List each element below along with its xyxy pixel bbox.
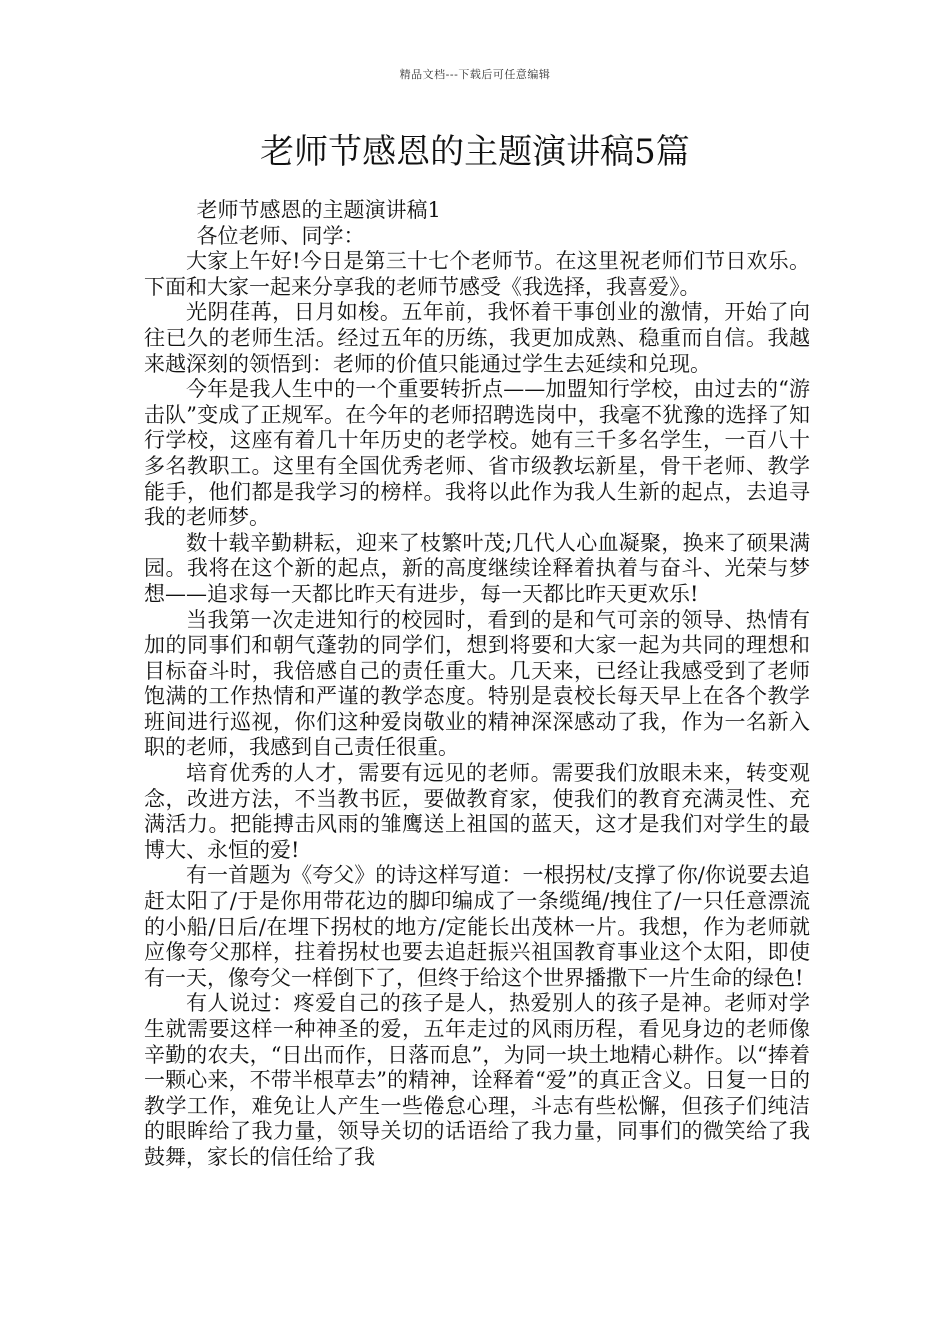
paragraph: 数十载辛勤耕耘，迎来了枝繁叶茂;几代人心血凝聚，换来了硕果满园。我将在这个新的起点，新的高度继续诠释着执着与奋斗、光荣与梦想——追求每一天都比昨天有进步，每一天都比昨天更欢乐! — [144, 530, 810, 606]
paragraph: 今年是我人生中的一个重要转折点——加盟知行学校，由过去的“游击队”变成了正规军。在今年的老师招聘选岗中，我毫不犹豫的选择了知行学校，这座有着几十年历史的老学校。她有三千多名学生，一百八十多名教职工。这里有全国优秀老师、省市级教坛新星，骨干老师、教学能手，他们都是我学习的榜样。我将以此作为我人生新的起点，去追寻我的老师梦。 — [144, 377, 810, 530]
paragraph: 有人说过：疼爱自己的孩子是人，热爱别人的孩子是神。老师对学生就需要这样一种神圣的爱，五年走过的风雨历程，看见身边的老师像辛勤的农夫，“日出而作，日落而息”，为同一块土地精心耕作。以“捧着一颗心来，不带半根草去”的精神，诠释着“爱”的真正含义。日复一日的教学工作，难免让人产生一些倦怠心理，斗志有些松懈，但孩子们纯洁的眼眸给了我力量，领导关切的话语给了我力量，同事们的微笑给了我鼓舞，家长的信任给了我 — [144, 991, 810, 1169]
section-subtitle: 老师节感恩的主题演讲稿1 — [196, 198, 441, 222]
header-note: 精品文档---下载后可任意编辑 — [399, 68, 551, 81]
paragraph: 当我第一次走进知行的校园时，看到的是和气可亲的领导、热情有加的同事们和朝气蓬勃的同学们，想到将要和大家一起为共同的理想和目标奋斗时，我倍感自己的责任重大。几天来，已经让我感受到了老师饱满的工作热情和严谨的教学态度。特别是袁校长每天早上在各个教学班间进行巡视，你们这种爱岗敬业的精神深深感动了我，作为一名新入职的老师，我感到自己责任很重。 — [144, 607, 810, 760]
greeting: 各位老师、同学： — [196, 223, 365, 248]
paragraph: 大家上午好!今日是第三十七个老师节。在这里祝老师们节日欢乐。下面和大家一起来分享我的老师节感受《我选择，我喜爱》。 — [144, 249, 810, 299]
paragraph: 培育优秀的人才，需要有远见的老师。需要我们放眼未来，转变观念，改进方法，不当教书匠，要做教育家，使我们的教育充满灵性、充满活力。把能搏击风雨的雏鹰送上祖国的蓝天，这才是我们对学生的最博大、永恒的爱! — [144, 761, 810, 862]
page-title: 老师节感恩的主题演讲稿5篇 — [260, 132, 690, 172]
paragraph: 有一首题为《夸父》的诗这样写道：一根拐杖/支撑了你/你说要去追赶太阳了/于是你用带花边的脚印编成了一条缆绳/拽住了/一只任意漂流的小船/日后/在埋下拐杖的地方/定能长出茂林一片。我想，作为老师就应像夸父那样，拄着拐杖也要去追赶振兴祖国教育事业这个太阳，即使有一天，像夸父一样倒下了，但终于给这个世界播撒下一片生命的绿色! — [144, 863, 810, 990]
document-body — [144, 198, 810, 1171]
paragraph: 光阴荏苒，日月如梭。五年前，我怀着干事创业的激情，开始了向往已久的老师生活。经过五年的历练，我更加成熟、稳重而自信。我越来越深刻的领悟到：老师的价值只能通过学生去延续和兑现。 — [144, 300, 810, 376]
